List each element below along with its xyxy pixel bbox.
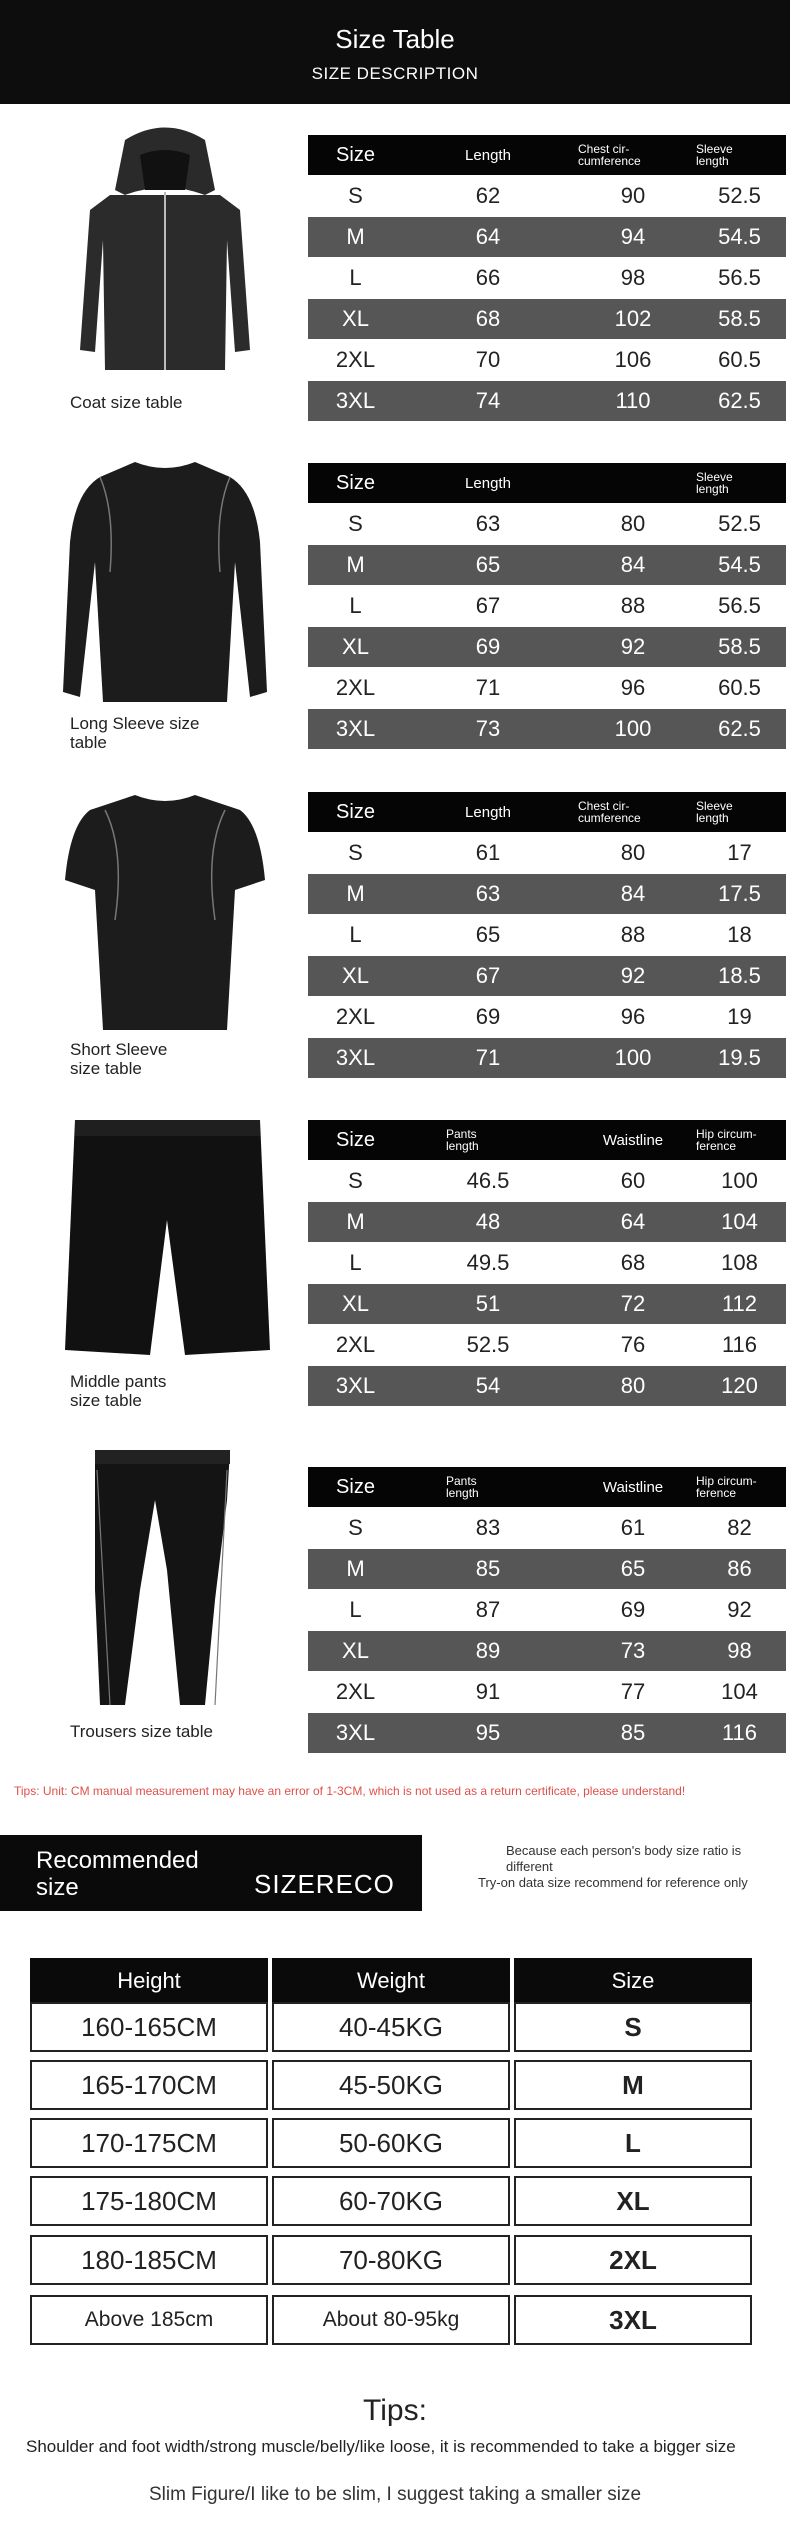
table-cell: M xyxy=(346,552,365,577)
trousers-size-table xyxy=(308,1467,786,1753)
recommended-row xyxy=(30,2118,756,2168)
size-table-header xyxy=(308,135,786,175)
hooded-jacket-image xyxy=(55,120,275,390)
header-cell: Size xyxy=(336,143,375,166)
long-sleeve-caption: Long Sleeve size table xyxy=(70,714,200,752)
header-cell: Hip circum- ference xyxy=(696,1127,757,1153)
table-cell: 19 xyxy=(727,1004,752,1029)
table-row xyxy=(308,1284,786,1324)
table-cell: 83 xyxy=(475,1515,501,1540)
recommended-cell: 40-45KG xyxy=(272,2002,510,2052)
header-cell: Sleeve length xyxy=(696,470,733,496)
table-cell: 3XL xyxy=(335,1720,376,1745)
tips-line-1: Shoulder and foot width/strong muscle/belly/like loose, it is recommended to take a bigger size xyxy=(26,2437,736,2456)
table-cell: 88 xyxy=(620,593,646,618)
table-cell: XL xyxy=(342,1638,369,1663)
table-row xyxy=(308,1202,786,1242)
recommended-cell: 2XL xyxy=(514,2235,752,2285)
table-row xyxy=(308,299,786,339)
size-table-header xyxy=(308,1120,786,1160)
table-cell: 90 xyxy=(620,183,646,208)
table-row xyxy=(308,1549,786,1589)
table-cell: 120 xyxy=(721,1373,758,1398)
table-row xyxy=(308,1713,786,1753)
table-cell: 71 xyxy=(475,675,501,700)
table-cell: 54 xyxy=(475,1373,501,1398)
table-cell: 18.5 xyxy=(718,963,761,988)
table-row xyxy=(308,1590,786,1630)
table-row xyxy=(308,1243,786,1283)
recommended-cell: 60-70KG xyxy=(272,2176,510,2226)
table-row xyxy=(308,956,786,996)
table-cell: 67 xyxy=(475,963,501,988)
table-cell: 58.5 xyxy=(718,306,761,331)
table-cell: 69 xyxy=(475,1004,501,1029)
tips-title: Tips: xyxy=(363,2394,427,2427)
recommended-code: SIZERECO xyxy=(254,1869,395,1899)
table-cell: 3XL xyxy=(335,1045,376,1070)
table-row xyxy=(308,1038,786,1078)
table-cell: 110 xyxy=(615,388,651,413)
table-cell: 104 xyxy=(721,1209,758,1234)
recommended-cell: About 80-95kg xyxy=(272,2295,510,2345)
table-row xyxy=(308,504,786,544)
table-cell: 94 xyxy=(620,224,646,249)
table-cell: 69 xyxy=(620,1597,646,1622)
table-cell: 61 xyxy=(620,1515,646,1540)
table-row xyxy=(308,1672,786,1712)
header-cell: Chest cir- cumference xyxy=(578,799,641,825)
table-cell: 70 xyxy=(475,347,501,372)
table-cell: 85 xyxy=(620,1720,646,1745)
table-cell: XL xyxy=(342,1291,369,1316)
recommended-cell: S xyxy=(514,2002,752,2052)
table-cell: 58.5 xyxy=(718,634,761,659)
recommended-header-cell: Size xyxy=(514,1958,752,2004)
table-row xyxy=(308,258,786,298)
table-row xyxy=(308,1631,786,1671)
table-row xyxy=(308,709,786,749)
table-cell: 67 xyxy=(475,593,501,618)
header-cell: Pants length xyxy=(446,1127,479,1153)
table-row xyxy=(308,915,786,955)
table-cell: 63 xyxy=(475,881,501,906)
table-cell: 49.5 xyxy=(466,1250,510,1275)
recommended-title: Recommended size xyxy=(36,1847,199,1901)
table-cell: 2XL xyxy=(335,1004,376,1029)
table-cell: 84 xyxy=(620,881,646,906)
table-cell: 98 xyxy=(620,265,646,290)
table-cell: S xyxy=(348,1168,363,1193)
table-cell: 62.5 xyxy=(718,388,761,413)
table-cell: 100 xyxy=(614,716,652,741)
coat-size-table xyxy=(308,135,786,421)
recommended-row xyxy=(30,2295,756,2345)
measurement-tip: Tips: Unit: CM manual measurement may have an error of 1-3CM, which is not used as a return certificate, please understand! xyxy=(14,1784,686,1798)
table-cell: 100 xyxy=(614,1045,652,1070)
table-cell: 56.5 xyxy=(718,593,761,618)
table-cell: 17 xyxy=(727,840,752,865)
header-cell: Size xyxy=(336,1128,375,1151)
table-cell: 48 xyxy=(475,1209,501,1234)
table-cell: 71 xyxy=(475,1045,501,1070)
table-cell: 104 xyxy=(721,1679,758,1704)
table-cell: S xyxy=(348,511,363,536)
table-row xyxy=(308,176,786,216)
header-cell: Waistline xyxy=(602,1131,664,1149)
table-cell: 2XL xyxy=(335,347,376,372)
recommended-note-line1: Because each person's body size ratio is different xyxy=(506,1843,742,1874)
table-cell: L xyxy=(349,922,362,947)
table-row xyxy=(308,586,786,626)
table-cell: 85 xyxy=(475,1556,501,1581)
table-cell: 102 xyxy=(614,306,652,331)
long-sleeve-section xyxy=(0,452,790,772)
table-cell: 98 xyxy=(727,1638,752,1663)
header-cell: Pants length xyxy=(446,1474,479,1500)
table-cell: L xyxy=(349,1250,362,1275)
coat-section xyxy=(0,120,790,430)
table-cell: 65 xyxy=(475,922,501,947)
table-cell: 64 xyxy=(475,224,501,249)
long-sleeve-shirt-image xyxy=(55,452,275,722)
table-cell: 61 xyxy=(475,840,501,865)
tips-line-2: Slim Figure/I like to be slim, I suggest taking a smaller size xyxy=(148,2484,642,2505)
size-table-header xyxy=(308,1467,786,1507)
table-cell: M xyxy=(346,1209,365,1234)
table-cell: 77 xyxy=(620,1679,646,1704)
table-cell: S xyxy=(348,183,363,208)
table-cell: 68 xyxy=(620,1250,646,1275)
header-cell: Length xyxy=(465,146,511,164)
header-cell: Sleeve length xyxy=(696,142,733,168)
table-cell: 87 xyxy=(475,1597,501,1622)
table-cell: 116 xyxy=(721,1720,758,1745)
size-table-header xyxy=(308,792,786,832)
table-row xyxy=(308,668,786,708)
header-cell xyxy=(573,463,693,503)
table-cell: 88 xyxy=(620,922,646,947)
header-cell: Size xyxy=(336,1475,375,1498)
table-cell: 80 xyxy=(620,511,646,536)
table-cell: 52.5 xyxy=(466,1332,510,1357)
recommended-row xyxy=(30,2060,756,2110)
short-sleeve-shirt-image xyxy=(55,780,275,1050)
table-cell: 2XL xyxy=(335,675,376,700)
table-cell: 2XL xyxy=(335,1679,376,1704)
table-cell: L xyxy=(349,593,362,618)
header-cell: Length xyxy=(465,474,511,492)
trousers-caption: Trousers size table xyxy=(70,1722,213,1741)
table-row xyxy=(308,1161,786,1201)
table-cell: 86 xyxy=(727,1556,752,1581)
recommended-cell: 3XL xyxy=(514,2295,752,2345)
table-cell: 91 xyxy=(475,1679,501,1704)
table-cell: 73 xyxy=(620,1638,646,1663)
recommended-header-row xyxy=(30,1958,756,2008)
table-cell: 95 xyxy=(475,1720,501,1745)
table-cell: 96 xyxy=(620,1004,646,1029)
recommended-cell: 160-165CM xyxy=(30,2002,268,2052)
table-cell: 65 xyxy=(620,1556,646,1581)
table-row xyxy=(308,627,786,667)
table-cell: 73 xyxy=(475,716,501,741)
table-cell: 84 xyxy=(620,552,646,577)
table-cell: M xyxy=(346,224,365,249)
table-cell: 60 xyxy=(620,1168,646,1193)
middle-pants-section xyxy=(0,1110,790,1430)
table-row xyxy=(308,1325,786,1365)
table-cell: 68 xyxy=(475,306,501,331)
page-header xyxy=(0,0,790,104)
recommended-cell: 50-60KG xyxy=(272,2118,510,2168)
table-cell: 92 xyxy=(727,1597,752,1622)
header-cell: Length xyxy=(465,803,511,821)
coat-caption: Coat size table xyxy=(70,393,183,412)
recommended-cell: 165-170CM xyxy=(30,2060,268,2110)
recommended-cell: 180-185CM xyxy=(30,2235,268,2285)
table-cell: L xyxy=(349,265,362,290)
table-cell: 2XL xyxy=(335,1332,376,1357)
header-cell: Sleeve length xyxy=(696,799,733,825)
table-cell: 18 xyxy=(727,922,752,947)
table-cell: 54.5 xyxy=(718,552,761,577)
table-cell: 62.5 xyxy=(718,716,761,741)
long-sleeve-size-table xyxy=(308,463,786,749)
table-cell: 3XL xyxy=(335,716,376,741)
table-row xyxy=(308,874,786,914)
page-subtitle: SIZE DESCRIPTION xyxy=(311,64,479,83)
compression-trousers-image xyxy=(55,1440,275,1710)
table-cell: 100 xyxy=(721,1168,758,1193)
table-cell: L xyxy=(349,1597,362,1622)
table-row xyxy=(308,997,786,1037)
size-table-header xyxy=(308,463,786,503)
recommended-row xyxy=(30,2176,756,2226)
table-row xyxy=(308,340,786,380)
table-cell: XL xyxy=(342,306,369,331)
header-cell: Waistline xyxy=(602,1478,664,1496)
table-cell: S xyxy=(348,840,363,865)
table-cell: 60.5 xyxy=(718,675,761,700)
recommended-cell: Above 185cm xyxy=(30,2295,268,2345)
table-cell: 108 xyxy=(721,1250,758,1275)
table-row xyxy=(308,1508,786,1548)
recommended-header-cell: Height xyxy=(30,1958,268,2004)
table-cell: 65 xyxy=(475,552,501,577)
table-row xyxy=(308,381,786,421)
table-cell: 116 xyxy=(721,1332,758,1357)
table-cell: 82 xyxy=(727,1515,752,1540)
table-cell: 66 xyxy=(475,265,501,290)
recommended-cell: L xyxy=(514,2118,752,2168)
table-cell: 72 xyxy=(620,1291,646,1316)
recommended-cell: 170-175CM xyxy=(30,2118,268,2168)
table-row xyxy=(308,545,786,585)
table-cell: 80 xyxy=(620,840,646,865)
table-cell: 3XL xyxy=(335,388,376,413)
table-cell: 17.5 xyxy=(718,881,761,906)
table-cell: XL xyxy=(342,634,369,659)
recommended-row xyxy=(30,2002,756,2052)
middle-pants-size-table xyxy=(308,1120,786,1406)
header-cell: Size xyxy=(336,800,375,823)
table-cell: 3XL xyxy=(335,1373,376,1398)
page-title: Size Table xyxy=(335,24,455,54)
table-cell: S xyxy=(348,1515,363,1540)
short-sleeve-section xyxy=(0,780,790,1100)
trousers-section xyxy=(0,1440,790,1760)
table-cell: 80 xyxy=(620,1373,646,1398)
recommended-cell: XL xyxy=(514,2176,752,2226)
table-cell: 92 xyxy=(620,634,646,659)
header-cell: Chest cir- cumference xyxy=(578,142,641,168)
table-cell: 46.5 xyxy=(466,1168,510,1193)
table-cell: 19.5 xyxy=(718,1045,761,1070)
table-cell: 64 xyxy=(620,1209,646,1234)
table-cell: 69 xyxy=(475,634,501,659)
middle-pants-caption: Middle pants size table xyxy=(70,1372,167,1410)
table-cell: XL xyxy=(342,963,369,988)
short-sleeve-caption: Short Sleeve size table xyxy=(70,1040,168,1078)
recommended-cell: 45-50KG xyxy=(272,2060,510,2110)
table-cell: 74 xyxy=(475,388,501,413)
table-cell: 76 xyxy=(620,1332,646,1357)
header-cell: Size xyxy=(336,471,375,494)
table-cell: 52.5 xyxy=(718,183,761,208)
recommended-row xyxy=(30,2235,756,2285)
table-cell: 60.5 xyxy=(718,347,761,372)
table-cell: 106 xyxy=(614,347,652,372)
header-cell: Hip circum- ference xyxy=(696,1474,757,1500)
table-row xyxy=(308,1366,786,1406)
table-cell: 54.5 xyxy=(718,224,761,249)
short-sleeve-size-table xyxy=(308,792,786,1078)
table-row xyxy=(308,217,786,257)
recommended-header-cell: Weight xyxy=(272,1958,510,2004)
table-cell: 92 xyxy=(620,963,646,988)
table-cell: 89 xyxy=(475,1638,501,1663)
table-cell: 112 xyxy=(721,1291,758,1316)
recommended-banner xyxy=(0,1835,422,1911)
recommended-cell: 175-180CM xyxy=(30,2176,268,2226)
table-cell: 63 xyxy=(475,511,501,536)
table-cell: M xyxy=(346,1556,365,1581)
table-cell: 96 xyxy=(620,675,646,700)
shorts-image xyxy=(55,1110,275,1380)
table-cell: 56.5 xyxy=(718,265,761,290)
table-cell: 51 xyxy=(475,1291,501,1316)
table-cell: 52.5 xyxy=(718,511,761,536)
recommended-cell: M xyxy=(514,2060,752,2110)
table-cell: 62 xyxy=(475,183,501,208)
table-cell: M xyxy=(346,881,365,906)
recommended-note-line2: Try-on data size recommend for reference only xyxy=(478,1875,748,1890)
recommended-note xyxy=(478,1843,778,1891)
table-row xyxy=(308,833,786,873)
recommended-cell: 70-80KG xyxy=(272,2235,510,2285)
